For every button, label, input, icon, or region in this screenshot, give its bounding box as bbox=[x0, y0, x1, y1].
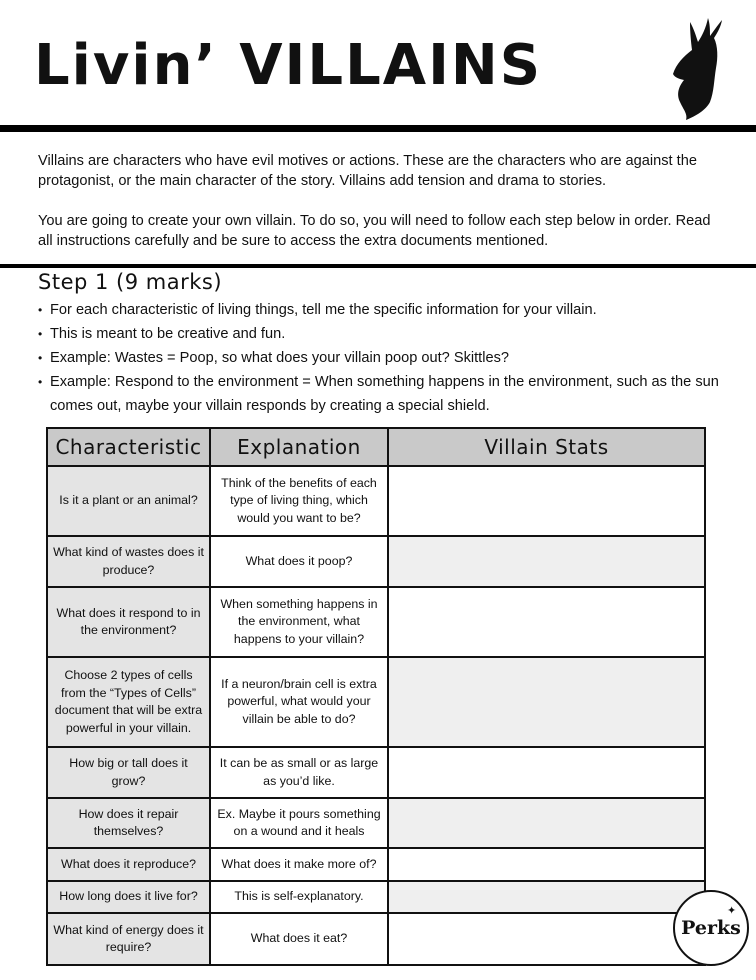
table-row bbox=[47, 798, 705, 848]
perks-logo-badge bbox=[673, 890, 749, 966]
column-header-villain-stats: Villain Stats bbox=[388, 428, 705, 466]
villain-stats-cell[interactable] bbox=[388, 536, 705, 587]
characteristic-cell: How does it repair themselves? bbox=[47, 798, 210, 848]
table-row bbox=[47, 657, 705, 747]
explanation-cell: Think of the benefits of each type of living thing, which would you want to be? bbox=[210, 466, 388, 536]
table-row bbox=[47, 536, 705, 587]
instruction-item: • For each characteristic of living things, tell me the specific information for your villain. bbox=[38, 298, 728, 322]
characteristic-cell: What kind of wastes does it produce? bbox=[47, 536, 210, 587]
explanation-cell: What does it eat? bbox=[210, 913, 388, 965]
page-title: Livin’ VILLAINS bbox=[34, 33, 543, 98]
instruction-item: • This is meant to be creative and fun. bbox=[38, 322, 728, 346]
intro-paragraph-1: Villains are characters who have evil motives or actions. These are the characters who are against the protagonist, or the main character of the story. Villains add tension and drama to stories. bbox=[38, 153, 697, 189]
column-header-characteristic: Characteristic bbox=[47, 428, 210, 466]
table-row bbox=[47, 913, 705, 965]
villain-silhouette-icon bbox=[664, 14, 724, 122]
villain-stats-cell[interactable] bbox=[388, 587, 705, 657]
perks-logo-text: Perks bbox=[681, 917, 741, 939]
intro-paragraph-2: You are going to create your own villain. To do so, you will need to follow each step below in order. Read all instructions carefully and be sure to access the extra documents mentioned. bbox=[38, 213, 711, 249]
characteristic-cell: What does it reproduce? bbox=[47, 848, 210, 881]
villain-stats-table bbox=[46, 427, 706, 966]
table-row bbox=[47, 848, 705, 881]
instruction-item: • Example: Wastes = Poop, so what does your villain poop out? Skittles? bbox=[38, 346, 728, 370]
table-row bbox=[47, 881, 705, 913]
characteristic-cell: What kind of energy does it require? bbox=[47, 913, 210, 965]
characteristic-cell: How long does it live for? bbox=[47, 881, 210, 913]
explanation-cell: What does it poop? bbox=[210, 536, 388, 587]
characteristic-cell: Is it a plant or an animal? bbox=[47, 466, 210, 536]
explanation-cell: What does it make more of? bbox=[210, 848, 388, 881]
villain-stats-cell[interactable] bbox=[388, 466, 705, 536]
explanation-cell: If a neuron/brain cell is extra powerful, what would your villain be able to do? bbox=[210, 657, 388, 747]
instruction-item: • Example: Respond to the environment = When something happens in the environment, such as the sun comes out, maybe your villain responds by creating a special shield. bbox=[38, 370, 728, 418]
section-divider bbox=[0, 264, 756, 268]
sparkle-icon: ✦ bbox=[727, 905, 737, 917]
step-1-instructions bbox=[38, 298, 728, 418]
characteristic-cell: Choose 2 types of cells from the “Types of Cells” document that will be extra powerful in your villain. bbox=[47, 657, 210, 747]
villain-stats-cell[interactable] bbox=[388, 881, 705, 913]
table-header-row bbox=[47, 428, 705, 466]
villain-stats-cell[interactable] bbox=[388, 798, 705, 848]
table-row bbox=[47, 587, 705, 657]
villain-stats-cell[interactable] bbox=[388, 747, 705, 798]
explanation-cell: This is self-explanatory. bbox=[210, 881, 388, 913]
villain-stats-cell[interactable] bbox=[388, 657, 705, 747]
characteristic-cell: What does it respond to in the environment? bbox=[47, 587, 210, 657]
villain-stats-cell[interactable] bbox=[388, 913, 705, 965]
explanation-cell: When something happens in the environment, what happens to your villain? bbox=[210, 587, 388, 657]
villain-stats-cell[interactable] bbox=[388, 848, 705, 881]
step-1-heading: Step 1 (9 marks) bbox=[38, 270, 223, 294]
column-header-explanation: Explanation bbox=[210, 428, 388, 466]
table-row bbox=[47, 466, 705, 536]
table-row bbox=[47, 747, 705, 798]
header-divider bbox=[0, 125, 756, 132]
characteristic-cell: How big or tall does it grow? bbox=[47, 747, 210, 798]
explanation-cell: It can be as small or as large as you’d like. bbox=[210, 747, 388, 798]
explanation-cell: Ex. Maybe it pours something on a wound and it heals bbox=[210, 798, 388, 848]
